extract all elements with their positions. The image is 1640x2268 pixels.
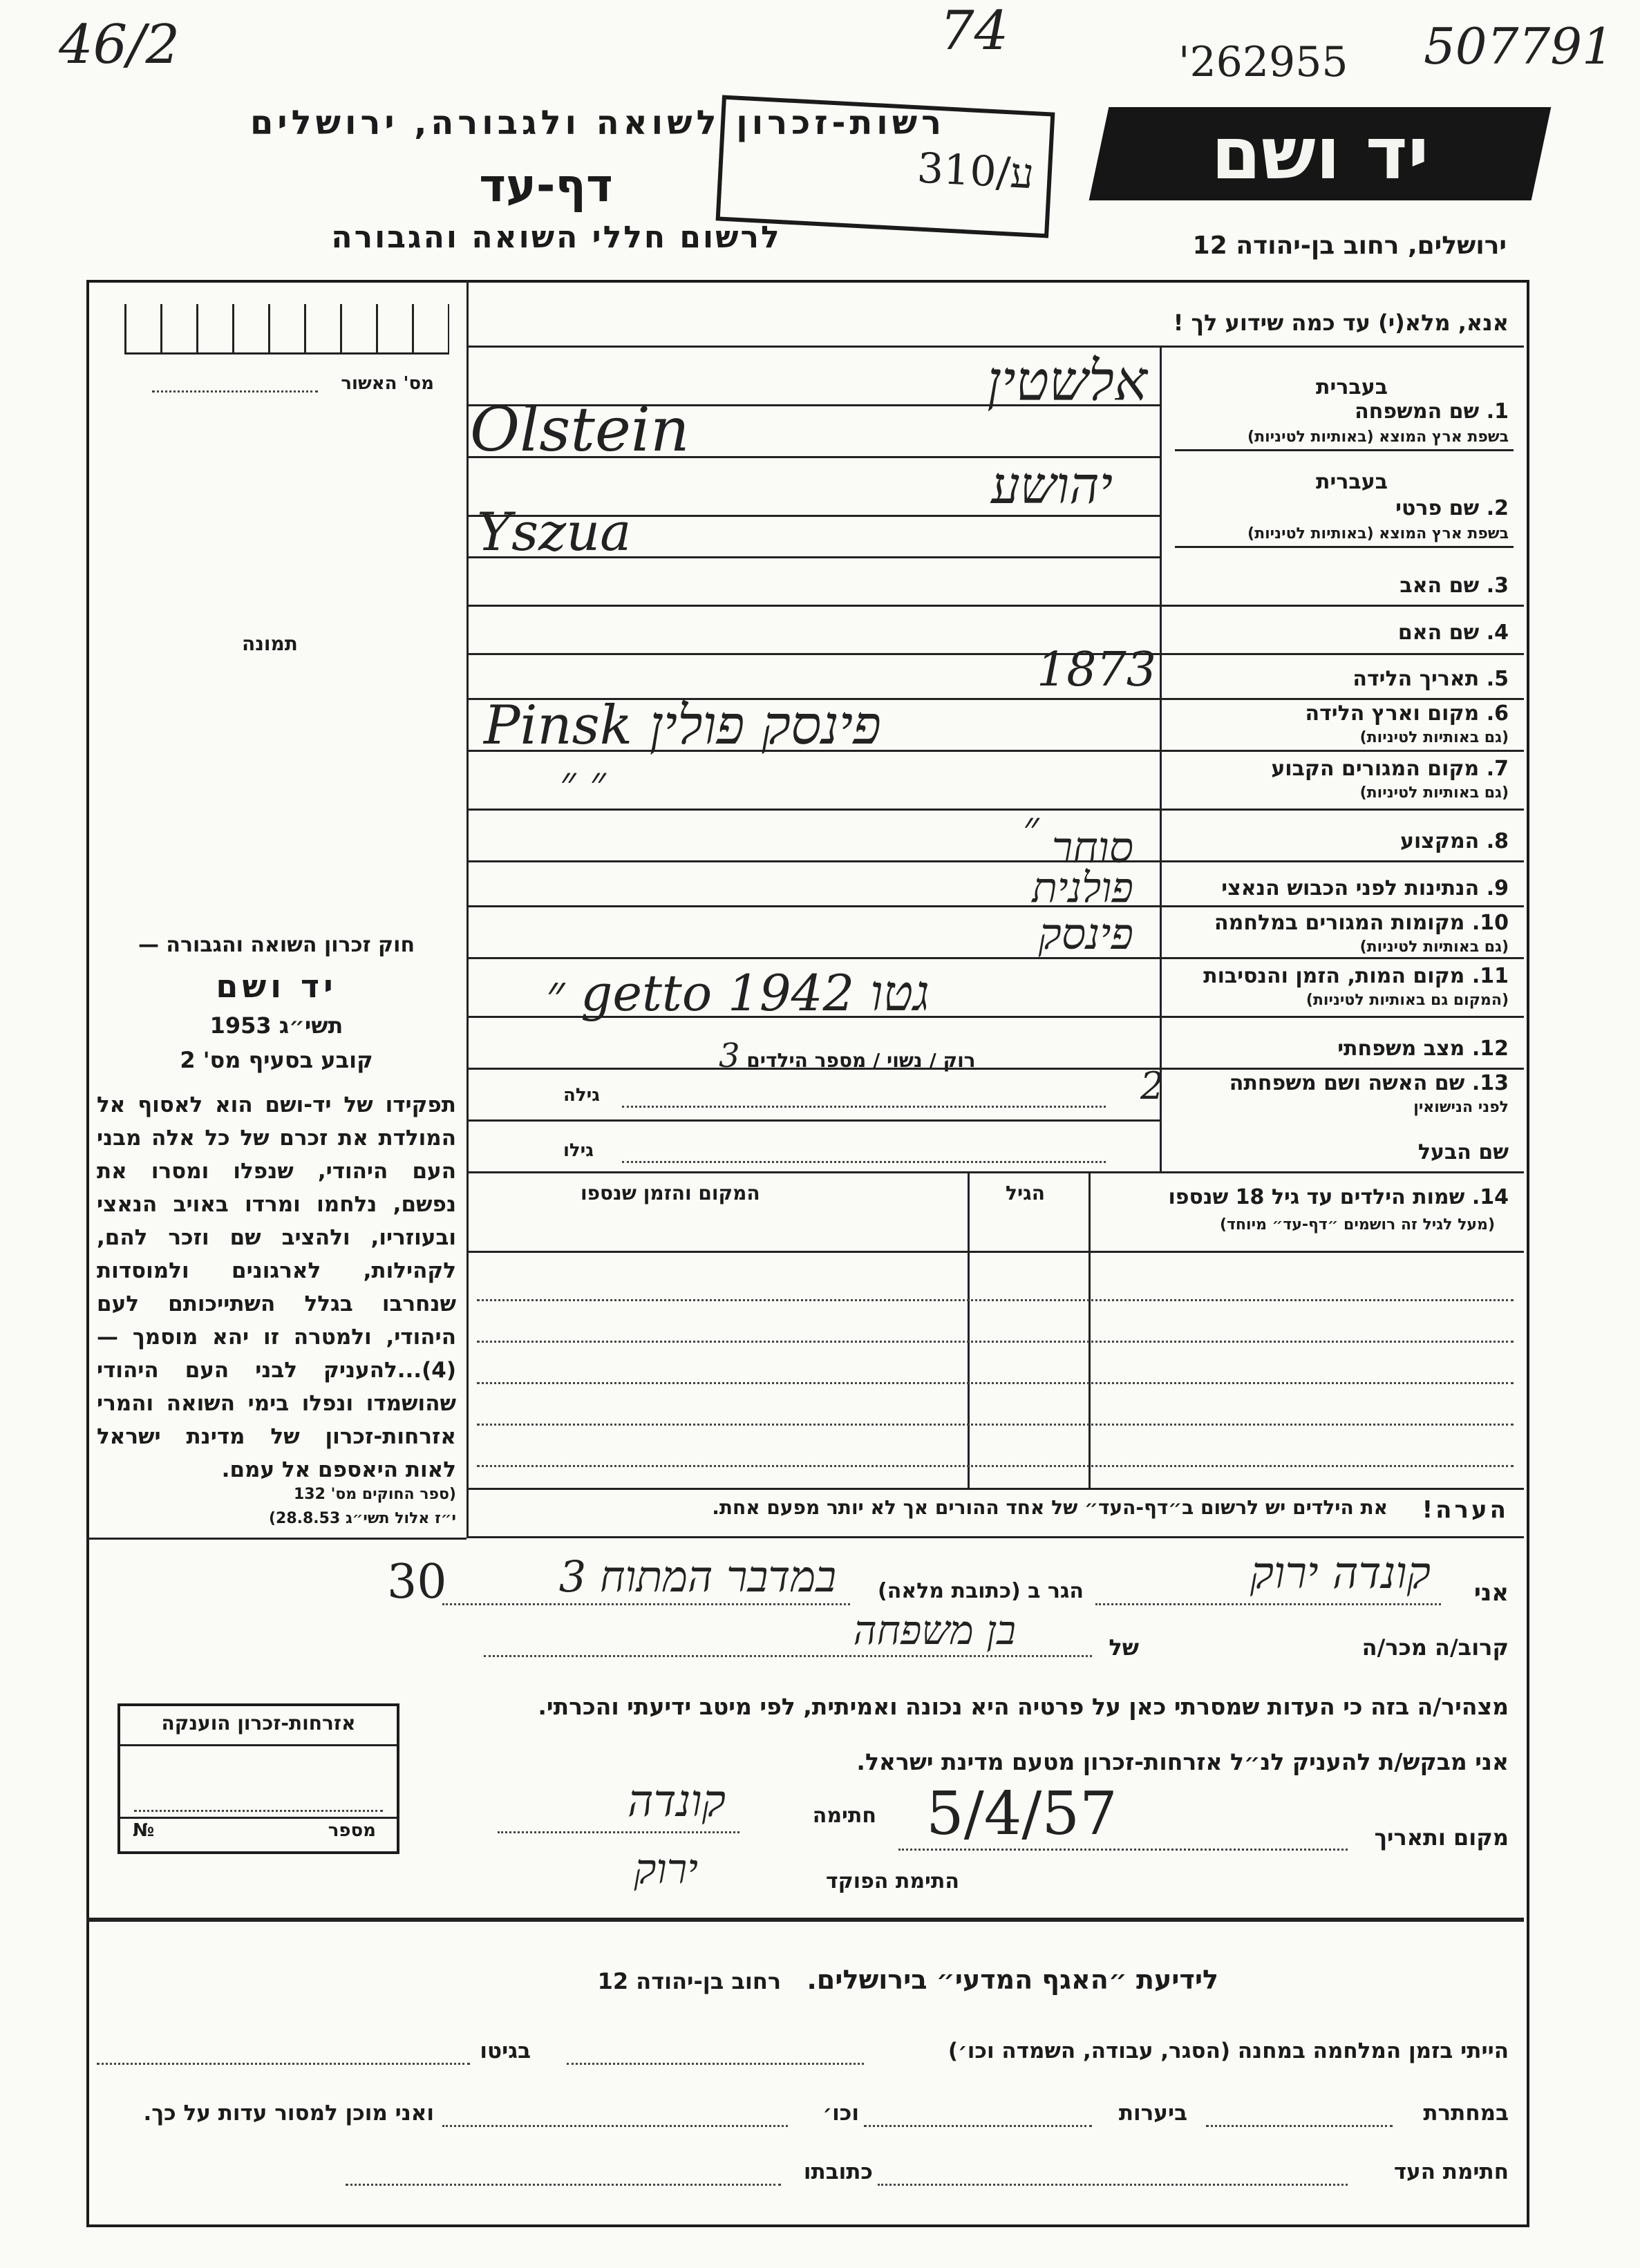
footer-line-3-fill-b — [346, 2184, 781, 2186]
children-section-label — [1168, 1185, 1509, 1209]
field-6-value[interactable]: Pinsk פינסק פולין — [484, 694, 881, 757]
citizenship-no-sign: № — [133, 1820, 155, 1841]
field-10-name: מקומות המגורים במלחמה — [1214, 911, 1465, 935]
field-10-num: 10. — [1471, 911, 1509, 935]
relation-value[interactable]: בן משפחה — [853, 1607, 1016, 1654]
authority-line: רשות-זכרון לשואה ולגבורה, ירושלים — [249, 104, 946, 142]
field-2-label — [1395, 496, 1509, 520]
children-section-sub: (מעל לגיל זה רושמים ״דף-עד״ מיוחד) — [1219, 1216, 1495, 1234]
children-row-line-2 — [477, 1299, 1514, 1301]
form-subtitle: לרשום חללי השואה והגבורה — [331, 220, 782, 255]
field-4-num: 4. — [1486, 621, 1509, 645]
field-2-latin-value[interactable]: Yszua — [477, 501, 632, 563]
children-table-bottom — [466, 1488, 1524, 1490]
field-4-label — [1398, 621, 1509, 645]
children-title: שמות הילדים עד גיל 18 שנספו — [1168, 1185, 1465, 1209]
field-10-value[interactable]: פולנית — [1032, 864, 1133, 912]
field-1-hebrew-value[interactable]: אלשטין — [987, 349, 1147, 413]
footer-line-2b: ביערות — [1118, 2101, 1187, 2126]
officer-label: התימת הפוקד — [826, 1869, 959, 1893]
row-husband-line — [466, 1171, 1524, 1173]
footer-line-2a: במחתרת — [1423, 2101, 1509, 2126]
field-13-sub: לפני הנישואין — [1413, 1099, 1509, 1116]
field-1-sub: בשפת ארץ המוצא (באותיות לטיניות) — [1247, 428, 1509, 446]
row-13-line — [466, 1119, 1160, 1122]
address: ירושלים, רחוב בן-יהודה 12 — [1192, 231, 1507, 260]
row-4-line — [466, 653, 1524, 655]
field-2-hebrew-value[interactable]: יהושע — [991, 456, 1113, 516]
request-text: אני מבקש/ת להעניק לנ״ל אזרחות-זכרון מטעם מדינת ישראל. — [856, 1748, 1509, 1775]
footer-line-3-fill-a — [878, 2184, 1348, 2186]
row-2-latin-line — [466, 556, 1160, 558]
form-title: דף-עד — [479, 159, 613, 212]
footer-line-1-fill-b — [97, 2063, 470, 2065]
address-number[interactable]: 30 — [387, 1555, 447, 1609]
citizenship-number-label: מספר — [328, 1820, 376, 1841]
field-10-sub: (גם באותיות לטיניות) — [1359, 938, 1509, 956]
field-12-num: 12. — [1471, 1037, 1509, 1061]
field-1-num: 1. — [1486, 399, 1509, 424]
cert-number-line — [152, 390, 318, 393]
affirm-text: מצהיר/ה בזה כי העדות שמסרתי כאן על פרטיה היא נכונה ואמיתית, לפי מיטב ידיעתי והכרתי. — [538, 1693, 1509, 1720]
of-label: של — [1109, 1634, 1139, 1661]
field-12-name: מצב משפחתי — [1337, 1037, 1465, 1061]
in-hebrew-label-2: בעברית — [1316, 470, 1388, 494]
field-8-num: 8. — [1486, 829, 1509, 853]
officer-signature[interactable]: ירוק — [634, 1845, 698, 1893]
resides-label: הגר ב (כתובת מלאה) — [877, 1579, 1084, 1603]
row-12-line — [466, 1068, 1524, 1070]
field-9-label — [1221, 876, 1509, 900]
footer-line-1b: בגיטו — [480, 2039, 531, 2063]
logo-text: יד ושם — [1211, 111, 1429, 196]
field-2-line — [1175, 546, 1514, 548]
wife-age-line — [622, 1106, 1106, 1108]
field-3-label — [1399, 574, 1509, 598]
relative-label: קרוב/ה מכר/ה — [1361, 1634, 1509, 1661]
children-num: 14. — [1471, 1185, 1509, 1209]
children-row-line-4 — [477, 1382, 1514, 1384]
footer-title — [598, 1965, 1218, 1995]
field-12-label — [1337, 1037, 1509, 1061]
note-text: את הילדים יש לרשום ב״דף-העד״ של אחד ההורים אך לא יותר מפעם אחת. — [712, 1496, 1388, 1519]
husband-age-label: גילו — [563, 1140, 594, 1161]
field-6-sub: (גם באותיות לטיניות) — [1359, 729, 1509, 746]
field-4-name: שם האם — [1397, 621, 1480, 645]
citizenship-box — [117, 1703, 399, 1854]
footer-line-2c: וכו׳ — [822, 2101, 859, 2126]
marital-options: רוק / נשוי / מספר הילדים — [746, 1049, 976, 1072]
husband-age-line — [622, 1161, 1106, 1163]
field-3-num: 3. — [1486, 574, 1509, 598]
field-1-label — [1355, 399, 1509, 424]
law-body: תפקידו של יד-ושם הוא לאסוף אל המולדת את זכרם של כל אלה מבני העם היהודי, שנפלו ומסרו את נפשם, נלחמו ומרדו באויב הנאצי ובעוזריו, ולהציב שם וזכר להם, לקהילות, לארגונים ולמוסדות שנחרבו בגלל השתייכותם לעם היהודי, ולמטרה זו יהא מוסמך — (4)...להעניק לבני העם היהודי שהושמדו ונפלו בימי השואה והמרי אזרחות-זכרון של מדינת ישראל לאות היאספם אל עמם. — [97, 1093, 456, 1482]
in-hebrew-label-1: בעברית — [1316, 375, 1388, 399]
law-ref-1: (ספר החוקים מס' 132 — [293, 1486, 456, 1503]
field-9-name: הנתינות לפני הכבוש הנאצי — [1221, 876, 1480, 900]
row-3-line — [466, 605, 1524, 607]
field-5-label — [1352, 667, 1509, 691]
value-column-divider — [1160, 346, 1162, 1171]
col-place-time-header: המקום והזמן שנספו — [581, 1182, 760, 1204]
date-value[interactable]: 5/4/57 — [926, 1779, 1118, 1849]
field-8-name: המקצוע — [1399, 829, 1480, 853]
address-line — [442, 1603, 850, 1605]
footer-line-1a: הייתי בזמן המלחמה במחנה (הסגר, עבודה, השמדה וכו׳) — [948, 2039, 1509, 2063]
relation-line — [484, 1655, 1092, 1657]
photo-label: תמונה — [242, 632, 298, 655]
field-7-label — [1271, 757, 1509, 781]
law-section: קובע בסעיף מס' 2 — [180, 1047, 373, 1073]
photo-strip — [124, 304, 449, 355]
right-code: 507791 — [1424, 17, 1614, 75]
cert-number-label: מס' האשור — [341, 373, 434, 394]
wife-age-value[interactable]: 2 — [1140, 1064, 1165, 1108]
signature-value[interactable]: קונדה — [628, 1776, 726, 1827]
row-6-line — [466, 750, 1524, 752]
children-col-divider-1 — [1088, 1171, 1091, 1488]
field-8-value[interactable]: ״ — [1023, 802, 1039, 852]
declarant-name[interactable]: קונדה ירוק — [1250, 1548, 1431, 1599]
field-1-latin-value[interactable]: Olstein — [470, 394, 690, 465]
field-9-value[interactable]: סוחר — [1051, 822, 1133, 873]
field-6-name: מקום וארץ הלידה — [1305, 701, 1480, 726]
date-line — [898, 1849, 1348, 1851]
row-2-hebrew-line — [466, 515, 1160, 517]
field-7-num: 7. — [1486, 757, 1509, 781]
field-13-label — [1229, 1071, 1509, 1095]
field-7-name: מקום המגורים הקבוע — [1271, 757, 1480, 781]
footer-line-2d: ואני מוכן למסור עדות על כך. — [143, 2101, 434, 2126]
left-column-bottom — [86, 1538, 466, 1540]
footer-line-3b: כתובתו — [803, 2160, 873, 2184]
field-5-value[interactable]: 1873 — [1037, 643, 1157, 697]
declarant-label: אני — [1473, 1579, 1509, 1607]
center-code: 74 — [940, 0, 1009, 62]
col-age-header: הגיל — [1006, 1182, 1045, 1204]
husband-name-label: שם הבעל — [1417, 1140, 1509, 1164]
registration-stamp — [716, 95, 1055, 238]
citizenship-title: אזרחות-זכרון הוענקה — [161, 1712, 356, 1735]
field-12-value[interactable]: ״ getto 1942 גטו — [546, 964, 930, 1022]
field-5-name: תאריך הלידה — [1352, 667, 1480, 691]
left-code: 46/2 — [59, 14, 180, 76]
field-11-name: מקום המות, הזמן והנסיבות — [1203, 964, 1465, 988]
field-6-num: 6. — [1486, 701, 1509, 726]
footer-top-rule — [86, 1918, 1524, 1922]
children-row-line-5 — [477, 1424, 1514, 1426]
law-name: יד ושם — [216, 967, 337, 1005]
children-col-divider-2 — [968, 1171, 970, 1488]
field-11-label — [1203, 964, 1509, 988]
footer-address: רחוב בן-יהודה 12 — [597, 1968, 782, 1994]
law-title: חוק זכרון השואה והגבורה — — [138, 933, 415, 957]
law-ref-2: י״ז אלול תשי״ג 28.8.53) — [268, 1510, 456, 1527]
field-13-num: 13. — [1471, 1071, 1509, 1095]
footer-line-2-fill-a — [1206, 2125, 1393, 2127]
field-2-sub: בשפת ארץ המוצא (באותיות לטיניות) — [1247, 525, 1509, 542]
field-6-label — [1306, 701, 1509, 726]
field-1-name: שם המשפחה — [1355, 399, 1480, 424]
field-8-label — [1400, 829, 1509, 853]
row-7-line — [466, 809, 1524, 811]
footer-line-1-fill-a — [567, 2063, 864, 2065]
field-5-num: 5. — [1486, 667, 1509, 691]
field-3-name: שם האב — [1399, 574, 1480, 598]
field-9-num: 9. — [1486, 876, 1509, 900]
footer-title-text: לידיעת ״האגף המדעי״ בירושלים. — [807, 1965, 1218, 1995]
field-10-label — [1214, 911, 1509, 935]
serial-number: '262955 — [1178, 38, 1348, 86]
children-count[interactable]: 3 — [719, 1037, 740, 1075]
row-1-hebrew-line — [466, 404, 1160, 406]
declarant-line — [1095, 1603, 1441, 1605]
place-date-label: מקום ותאריך — [1374, 1824, 1509, 1851]
law-year: תשי״ג 1953 — [209, 1012, 343, 1039]
yad-vashem-logo — [1089, 107, 1552, 200]
field-7-sub: (גם באותיות לטיניות) — [1359, 784, 1509, 802]
wife-age-label: גילה — [563, 1085, 600, 1106]
signature-label: חתימה — [812, 1804, 876, 1828]
field-11-value[interactable]: פינסק — [1038, 909, 1133, 959]
note-label: הערה! — [1422, 1496, 1509, 1524]
children-row-line-1 — [466, 1251, 1524, 1253]
footer-line-2-fill-c — [442, 2125, 788, 2127]
field-11-num: 11. — [1471, 964, 1509, 988]
field-11-sub: (המקום גם באותיות לטיניות) — [1306, 992, 1509, 1009]
field-2-num: 2. — [1486, 496, 1509, 520]
field-13-name: שם האשה ושם משפחתה — [1229, 1071, 1465, 1095]
note-bottom-line — [466, 1536, 1524, 1538]
field-2-name: שם פרטי — [1395, 496, 1480, 520]
footer-line-3a: חתימת העד — [1393, 2160, 1509, 2184]
footer-line-2-fill-b — [864, 2125, 1092, 2127]
stamp-number: 310/ע — [916, 144, 1035, 199]
address-value[interactable]: במדבר המתוח 3 — [558, 1551, 836, 1602]
form-instruction: אנא, מלא(י) עד כמה שידוע לך ! — [1173, 310, 1509, 336]
field-1-line — [1175, 449, 1514, 451]
children-row-line-3 — [477, 1341, 1514, 1343]
children-row-line-6 — [477, 1465, 1514, 1467]
signature-line — [498, 1831, 739, 1833]
field-7-value[interactable]: ״ ״ — [560, 757, 606, 807]
